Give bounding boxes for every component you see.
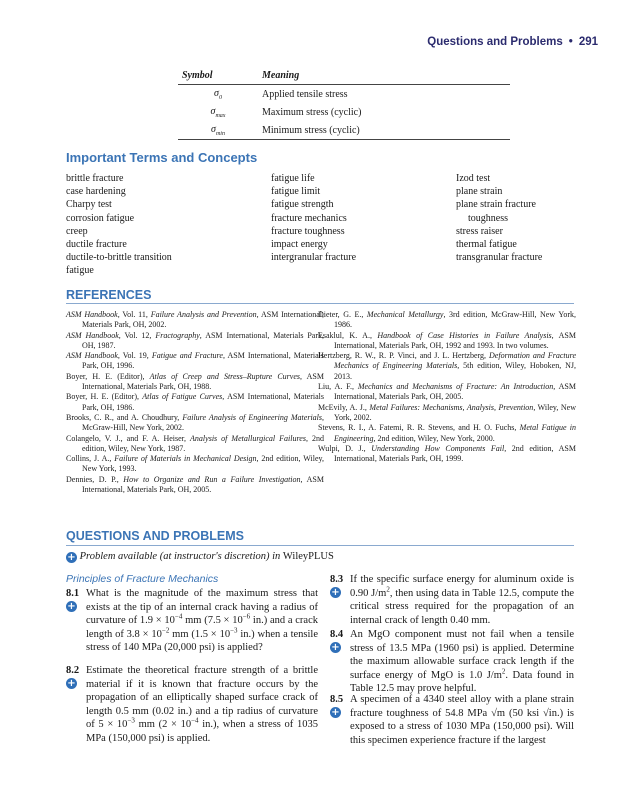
plus-circle-icon: +: [67, 678, 76, 689]
plus-circle-icon: +: [331, 707, 340, 718]
reference-text: Esaklul, K. A.,: [318, 330, 378, 340]
reference-text: , ASM International, Materials Park, OH, 2005.: [334, 382, 576, 402]
problem-number: 8.1: [66, 588, 80, 599]
reference-entry: [66, 392, 324, 413]
reference-text: , ASM International, Materials Park, OH, 1996.: [82, 351, 325, 371]
terms-column-3: [456, 172, 542, 264]
table-row: [178, 121, 510, 140]
problem-text: If the specific surface energy for aluminum oxide is 0.90 $J/m^2$, then using data in Table 12.5, compute the critical stress required for the propagation of an internal crack of length 0.40 mm.: [350, 574, 574, 626]
reference-text: , 5th edition, Wiley, Hoboken, NJ, 2013.: [334, 361, 576, 381]
term: plane strain: [456, 186, 503, 198]
term: fatigue: [66, 265, 94, 277]
reference-title: Metal Fatigue in Engineering: [334, 423, 577, 443]
term: stress raiser: [456, 225, 503, 237]
subsection-heading: Principles of Fracture Mechanics: [66, 573, 219, 585]
legend-text: Problem available (at instructor's discretion) in: [79, 551, 283, 562]
problem-number: 8.3: [330, 574, 344, 585]
reference-text: Stevens, R. I., A. Fatemi, R. R. Stevens, and H. O. Fuchs,: [318, 423, 520, 433]
plus-circle-icon: +: [331, 587, 340, 598]
term: brittle fracture: [66, 173, 124, 184]
reference-text: , ASM International, Materials Park, OH, 2005.: [82, 474, 324, 495]
reference-text: , Vol. 12,: [118, 330, 156, 340]
symbol-char: σ: [211, 123, 216, 135]
reference-title: Mechanical Metallurgy: [366, 310, 444, 319]
term: creep: [66, 225, 88, 237]
reference-entry: [318, 403, 576, 424]
problem-8-5: [330, 693, 574, 747]
reference-text: Collins, J. A.,: [66, 454, 115, 464]
reference-title: Deformation and Fracture Mechanics of Engineering Materials: [334, 351, 577, 371]
references-right-column: [318, 310, 576, 464]
references-rule: [66, 303, 574, 304]
reference-entry: [66, 372, 324, 393]
term: fracture mechanics: [271, 212, 347, 224]
symbol-subscript: min: [215, 130, 225, 137]
reference-entry: [318, 310, 576, 331]
term: ductile fracture: [66, 239, 127, 251]
questions-rule: [66, 545, 574, 546]
reference-title: Handbook of Case Histories in Failure Analysis: [377, 330, 552, 340]
reference-text: McEvily, A. J.,: [318, 402, 370, 412]
problem-number: 8.2: [66, 665, 80, 676]
reference-text: Boyer, H. E. (Editor),: [66, 392, 143, 402]
reference-text: , 2nd edition, Wiley, New York, 1987.: [82, 433, 324, 453]
problem-number: 8.4: [330, 629, 344, 640]
term: corrosion fatigue: [66, 212, 135, 224]
reference-title: Atlas of Creep and Stress–Rupture Curves: [149, 371, 300, 381]
term: fracture toughness: [271, 225, 345, 237]
symbol-subscript: 0: [218, 94, 222, 101]
term: intergranular fracture: [271, 252, 357, 264]
reference-text: , 3rd edition, McGraw-Hill, New York, 1986.: [334, 310, 576, 330]
running-header-title: Questions and Problems: [427, 36, 563, 48]
problem-text: Estimate the theoretical fracture strength of a brittle material if it is known that fracture occurs by the propagation of an elliptically shaped surface crack of length 0.5 mm (0.02 in.) and a tip radius of curvature of $5 \times 10^{-3}$ mm ($2 \times 10^{-4}$ in.), when a stress of 1035 MPa (150,000 psi) is applied.: [86, 665, 318, 744]
symbol-subscript: max: [215, 112, 226, 119]
reference-text: , ASM International, Materials Park, OH, 2002.: [82, 310, 325, 330]
reference-title: ASM Handbook: [66, 330, 119, 340]
running-header-separator: •: [568, 36, 573, 48]
reference-text: , 2nd edition, ASM International, Materials Park, OH, 1999.: [334, 443, 576, 464]
table-row: [178, 103, 510, 121]
reference-entry: [66, 331, 324, 352]
term: impact energy: [271, 239, 328, 251]
reference-entry: [318, 331, 576, 352]
reference-text: , ASM International, Materials Park, OH, 1988.: [82, 371, 324, 392]
plus-circle-icon: +: [67, 552, 76, 563]
reference-text: , Vol. 11,: [117, 310, 151, 319]
reference-title: ASM Handbook: [66, 351, 118, 361]
meaning-column-header: Meaning: [258, 67, 510, 85]
problem-8-4: [330, 628, 574, 696]
terms-heading: Important Terms and Concepts: [66, 150, 258, 165]
reference-text: Liu, A. F.,: [318, 382, 358, 392]
reference-text: , McGraw-Hill, New York, 2002.: [82, 412, 325, 433]
symbol-cell: [178, 85, 258, 104]
reference-text: , ASM International, Materials Park, OH, 1986.: [82, 392, 325, 412]
reference-title: Failure Analysis and Prevention: [150, 310, 257, 319]
reference-title: Analysis of Metallurgical Failures: [190, 433, 306, 443]
reference-title: Fatigue and Fracture: [151, 351, 223, 361]
plus-circle-icon: +: [331, 642, 340, 653]
reference-title: Atlas of Fatigue Curves: [142, 392, 223, 402]
reference-text: , ASM International, Materials Park, OH, 1987.: [82, 330, 324, 350]
plus-circle-icon: +: [67, 601, 76, 612]
reference-title: Understanding How Components Fail: [371, 443, 505, 453]
term: transgranular fracture: [456, 252, 543, 264]
term: fatigue life: [271, 173, 315, 184]
term: Charpy test: [66, 199, 112, 211]
table-row: [178, 85, 510, 104]
reference-text: , 2nd edition, Wiley, New York, 1993.: [82, 454, 324, 474]
terms-column-2: [271, 172, 356, 264]
problem-text: What is the magnitude of the maximum stress that exists at the tip of an internal crack having a radius of curvature of $1.9 \times 10^{-4}$ mm ($7.5 \times 10^{-6}$ in.) and a crack length of $3.8 \times 10^{-2}$ mm ($1.5 \times 10^{-3}$ in.) when a tensile stress of 140 MPa (20,000 psi) is applied?: [86, 588, 318, 653]
term: thermal fatigue: [456, 239, 517, 251]
reference-text: Dieter, G. E.,: [318, 310, 367, 319]
term: plane strain fracture: [456, 199, 536, 211]
reference-entry: [66, 310, 324, 331]
meaning-cell: Minimum stress (cyclic): [258, 121, 510, 140]
reference-title: Failure Analysis of Engineering Materials: [182, 412, 323, 422]
reference-text: , Vol. 19,: [117, 351, 152, 361]
wileyplus-legend: [66, 551, 334, 563]
problem-text: An MgO component must not fail when a tensile stress of 13.5 MPa (1960 psi) is applied. Determine the maximum allowable surface crack length if the surface energy of MgO is 1.0 $J/m^2$. Data found in Table 12.5 may prove helpful.: [350, 629, 574, 694]
reference-text: Brooks, C. R., and A. Choudhury,: [66, 412, 183, 422]
legend-brand: WileyPLUS: [282, 551, 334, 562]
reference-entry: [318, 351, 576, 382]
reference-text: , ASM International, Materials Park, OH, 1992 and 1993. In two volumes.: [334, 330, 576, 350]
terms-column-1: [66, 172, 172, 278]
references-left-column: [66, 310, 324, 495]
symbol-cell: [178, 121, 258, 140]
term: fatigue strength: [271, 199, 334, 211]
term: Izod test: [456, 173, 491, 184]
reference-text: Colangelo, V. J., and F. A. Heiser,: [66, 433, 191, 443]
problem-8-2: [66, 664, 318, 745]
symbol-column-header: Symbol: [178, 67, 258, 85]
reference-entry: [318, 444, 576, 465]
term: fatigue limit: [271, 186, 321, 198]
references-heading: REFERENCES: [66, 288, 152, 302]
reference-entry: [66, 434, 324, 455]
page-number: 291: [578, 36, 598, 48]
reference-text: Dennies, D. P.,: [66, 474, 124, 484]
reference-entry: [318, 423, 576, 444]
reference-title: ASM Handbook: [66, 310, 118, 319]
reference-entry: [66, 351, 324, 372]
reference-title: How to Organize and Run a Failure Investigation: [123, 474, 301, 484]
reference-entry: [318, 382, 576, 403]
reference-title: Mechanics and Mechanisms of Fracture: An Introduction: [357, 382, 554, 392]
symbol-table: [178, 67, 510, 140]
reference-text: Hertzberg, R. W., R. P. Vinci, and J. L. Hertzberg,: [318, 351, 490, 361]
symbol-cell: [178, 103, 258, 121]
problem-text: A specimen of a 4340 steel alloy with a plane strain fracture toughness of 54.8 MPa √m (50 ksi √in.) is exposed to a stress of 1030 MPa (150,000 psi). Will this specimen experience fracture if the largest: [350, 694, 574, 746]
term: toughness: [468, 212, 508, 224]
reference-entry: [66, 413, 324, 434]
running-header: [427, 36, 598, 48]
reference-entry: [66, 475, 324, 496]
reference-text: , 2nd edition, Wiley, New York, 2000.: [373, 433, 495, 443]
reference-text: Boyer, H. E. (Editor),: [66, 371, 150, 381]
problem-8-3: [330, 573, 574, 627]
questions-heading: QUESTIONS AND PROBLEMS: [66, 529, 245, 543]
reference-title: Fractography: [155, 330, 200, 340]
reference-text: Wulpi, D. J.,: [318, 443, 372, 453]
reference-title: Failure of Materials in Mechanical Design: [114, 454, 257, 464]
term: case hardening: [66, 186, 126, 198]
term: ductile-to-brittle transition: [66, 252, 172, 264]
reference-title: Metal Failures: Mechanisms, Analysis, Prevention: [369, 402, 534, 412]
symbol-char: σ: [214, 87, 219, 99]
problem-8-1: [66, 587, 318, 655]
reference-text: , Wiley, New York, 2002.: [334, 402, 576, 422]
reference-entry: [66, 454, 324, 475]
meaning-cell: Applied tensile stress: [262, 88, 348, 100]
problem-number: 8.5: [330, 694, 344, 705]
meaning-cell: Maximum stress (cyclic): [262, 106, 362, 118]
symbol-char: σ: [210, 105, 216, 117]
